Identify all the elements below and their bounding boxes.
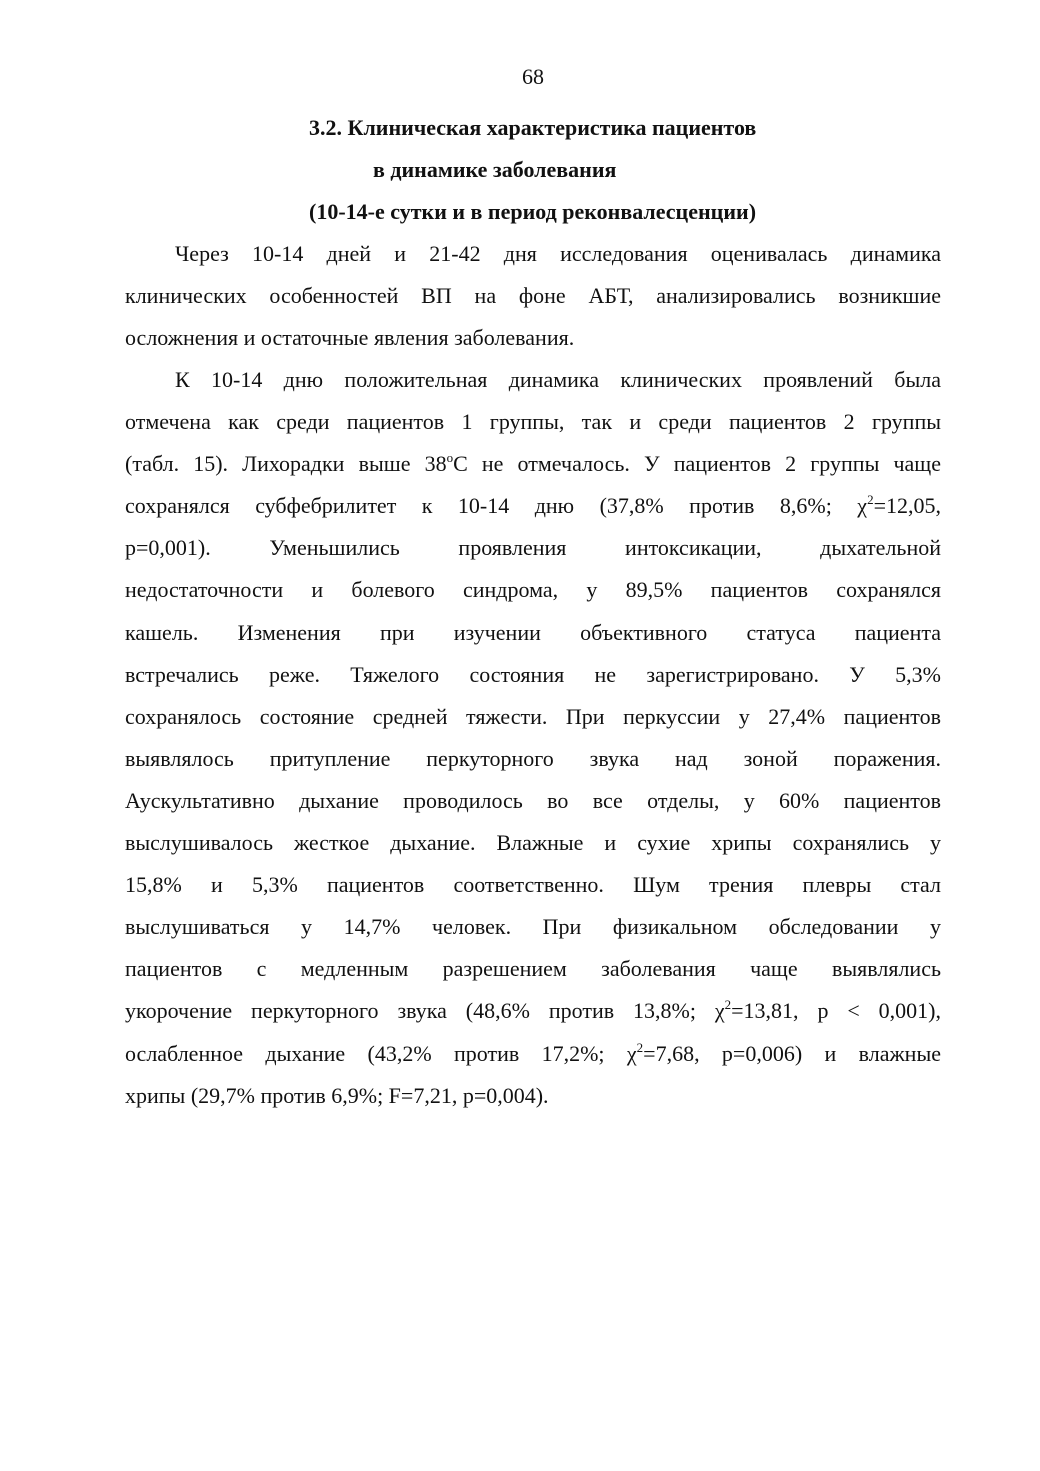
superscript: о <box>446 450 454 466</box>
text-run: =13,81, p < 0,001), <box>731 998 941 1024</box>
text-run: сохранялся субфебрилитет к 10-14 дню (37,8% против 8,6%; χ <box>125 493 868 519</box>
paragraph-line <box>125 1033 941 1075</box>
paragraph-line: отмечена как среди пациентов 1 группы, так и среди пациентов 2 группы <box>125 409 941 435</box>
text-run: =7,68, p=0,006) и влажные <box>643 1040 942 1066</box>
paragraph-line <box>125 990 941 1032</box>
paragraph-line: пациентов с медленным разрешением заболевания чаще выявлялись <box>125 956 941 982</box>
paragraph-line: хрипы (29,7% против 6,9%; F=7,21, p=0,004). <box>125 1082 549 1108</box>
paragraph-line: кашель. Изменения при изучении объективного статуса пациента <box>125 619 941 645</box>
superscript: 2 <box>724 997 732 1013</box>
text-run: =12,05, <box>873 493 941 519</box>
paragraph-line: p=0,001). Уменьшились проявления интоксикации, дыхательной <box>125 535 941 561</box>
superscript: 2 <box>867 492 874 508</box>
text-run: укорочение перкуторного звука (48,6% против 13,8%; χ <box>125 998 725 1024</box>
paragraph-line: выявлялось притупление перкуторного звука над зоной поражения. <box>125 745 941 771</box>
section-heading-line-1: 3.2. Клиническая характеристика пациентов <box>309 115 757 140</box>
text-run: ослабленное дыхание (43,2% против 17,2%; χ <box>125 1040 637 1066</box>
superscript: 2 <box>636 1039 644 1055</box>
paragraph-line <box>125 485 941 527</box>
paragraph-line: К 10-14 дню положительная динамика клинических проявлений была <box>175 367 941 392</box>
section-heading-line-2: в динамике заболевания <box>373 157 617 182</box>
paragraph-line: клинических особенностей ВП на фоне АБТ, анализировались возникшие <box>125 283 941 309</box>
paragraph-line: 15,8% и 5,3% пациентов соответственно. Шум трения плевры стал <box>125 872 941 898</box>
paragraph-line: выслушивалось жесткое дыхание. Влажные и сухие хрипы сохранялись у <box>125 830 941 856</box>
paragraph-line: недостаточности и болевого синдрома, у 89,5% пациентов сохранялся <box>125 577 941 603</box>
paragraph-line: осложнения и остаточные явления заболевания. <box>125 325 575 351</box>
paragraph-1 <box>125 233 941 359</box>
paragraph-line: сохранялось состояние средней тяжести. При перкуссии у 27,4% пациентов <box>125 703 941 729</box>
page-number: 68 <box>522 64 544 89</box>
paragraph-line: выслушиваться у 14,7% человек. При физикальном обследовании у <box>125 914 941 940</box>
paragraph-line <box>125 443 941 485</box>
paragraph-line: встречались реже. Тяжелого состояния не зарегистрировано. У 5,3% <box>125 661 941 687</box>
paragraph-2 <box>125 359 941 1117</box>
paragraph-line: Аускультативно дыхание проводилось во все отделы, у 60% пациентов <box>125 787 941 813</box>
text-run: (табл. 15). Лихорадки выше 38 <box>125 451 447 477</box>
paragraph-line: Через 10-14 дней и 21-42 дня исследования оценивалась динамика <box>175 241 941 266</box>
text-run: С не отмечалось. У пациентов 2 группы чаще <box>453 451 942 477</box>
section-heading-line-3: (10-14-е сутки и в период реконвалесценции) <box>309 199 757 224</box>
